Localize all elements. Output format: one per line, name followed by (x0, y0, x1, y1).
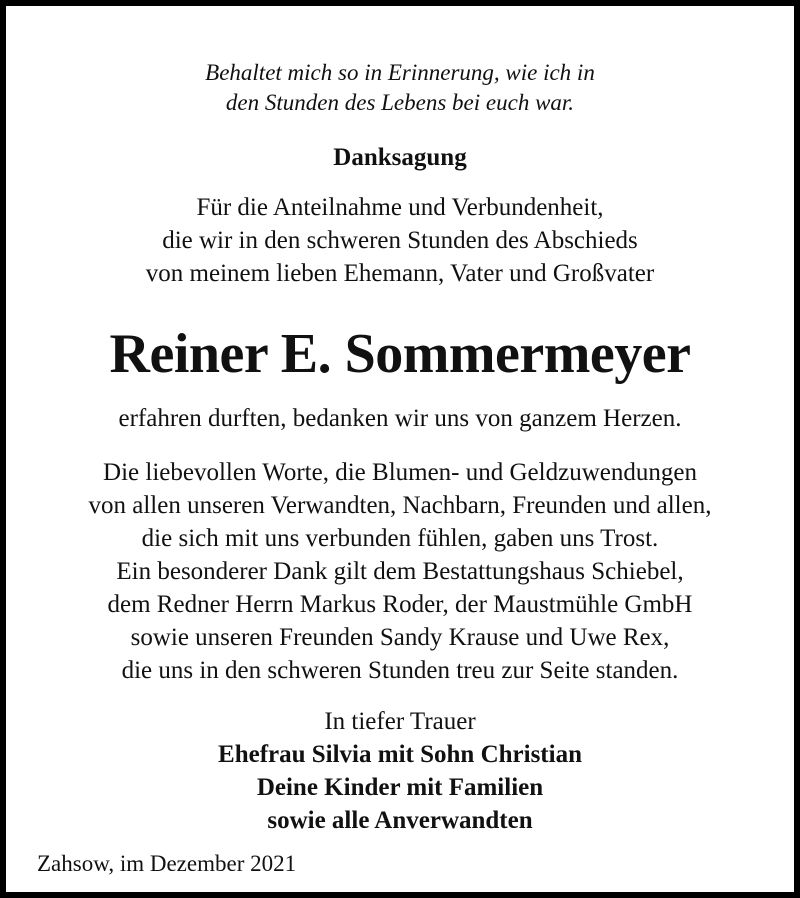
intro-line-2: die wir in den schweren Stunden des Abschieds (162, 227, 638, 254)
thanks-line-1: Die liebevollen Worte, die Blumen- und Geldzuwendungen (103, 459, 697, 486)
thanks-line-7: die uns in den schweren Stunden treu zur Seite standen. (121, 657, 679, 684)
mourning-intro: In tiefer Trauer (324, 708, 476, 735)
thanks-line-5: dem Redner Herrn Markus Roder, der Maustmühle GmbH (107, 591, 693, 618)
motto-line-2: den Stunden des Lebens bei euch war. (225, 90, 575, 115)
thanks-line-6: sowie unseren Freunden Sandy Krause und Uwe Rex, (130, 624, 670, 651)
mourner-line-2: Deine Kinder mit Familien (256, 774, 544, 801)
mourner-line-1: Ehefrau Silvia mit Sohn Christian (218, 741, 582, 768)
intro-line-3: von meinem lieben Ehemann, Vater und Großvater (145, 260, 655, 287)
thanks-line-2: von allen unseren Verwandten, Nachbarn, Freunden und allen, (88, 492, 712, 519)
deceased-name: Reiner E. Sommermeyer (109, 323, 691, 385)
intro-line-1: Für die Anteilnahme und Verbundenheit, (196, 194, 604, 221)
heading: Danksagung (333, 144, 467, 171)
motto-line-1: Behaltet mich so in Erinnerung, wie ich in (205, 60, 595, 85)
thanks-line-4: Ein besonderer Dank gilt dem Bestattungshaus Schiebel, (116, 558, 684, 585)
place-date: Zahsow, im Dezember 2021 (37, 851, 297, 876)
mourner-line-3: sowie alle Anverwandten (267, 807, 533, 834)
thanks-line-3: die sich mit uns verbunden fühlen, gaben uns Trost. (141, 525, 659, 552)
after-name-line: erfahren durften, bedanken wir uns von ganzem Herzen. (118, 405, 682, 432)
